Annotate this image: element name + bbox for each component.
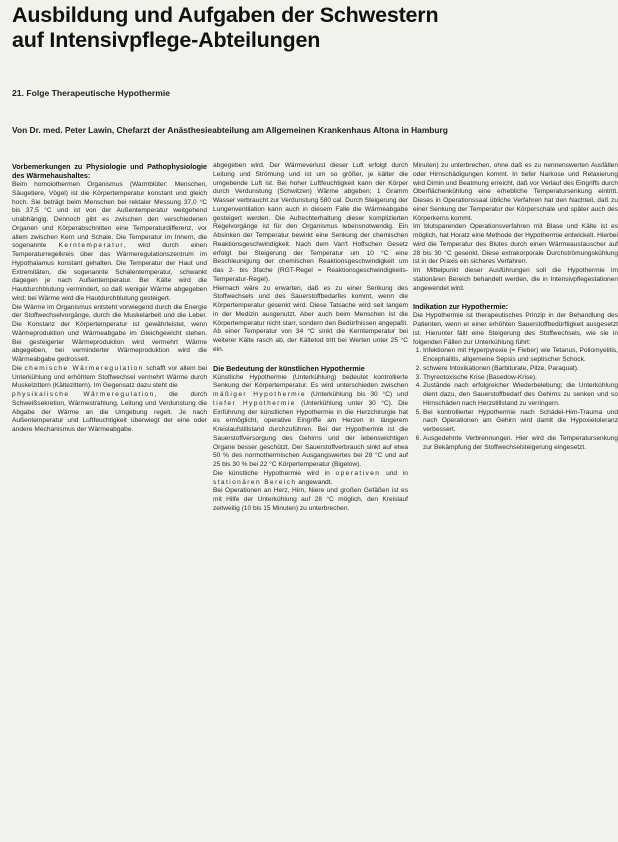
- paragraph: Im Mittelpunkt dieser Ausführungen soll die Hypothermie im stationären Bereich behandelt werden, die in Intensivpflegestationen angewendet wird.: [413, 267, 618, 292]
- paragraph: Die Hypothermie ist therapeutisches Prinzip in der Behandlung des Patienten, wenn er einer erhöhten Sauerstoffbedürftigkeit ausgesetzt ist. Hierunter fällt eine Steigerung des Stoffwechsels, wie sie in folgenden Fällen zur Unterkühlung führt:: [413, 312, 618, 346]
- title-line-1: Ausbildung und Aufgaben der Schwestern: [12, 3, 439, 27]
- list-item: 1. Infektionen mit Hyperpyrexie (= Fieber) wie Tetanus, Poliomyelitis, Encephalitis, allgemeine Sepsis und septischer Schock.: [423, 347, 618, 365]
- text: , wird durch einen Temperaturregelkreis über das Wärmeregulationszentrum im Hypothalamus konstant gehalten. Die Temperatur der Haut und Extremitäten, die sogenannte Schalentemperatur, schwankt dagegen je nach Außentemperatur. Bei Kälte wird die Hautdurchblutung vermindert, so daß weniger Wärme abgegeben wird; bei Wärme wird die Hautdurchblutung gesteigert.: [12, 242, 207, 302]
- paragraph: Die Wärme im Organismus entsteht vorwiegend durch die Energie der Stoffwechselvorgänge, durch die Muskelarbeit und die Leber. Die Konstanz der Körpertemperatur ist gewährleistet, wenn Wärmeproduktion und Wärmeabgabe im Gleichgewicht stehen. Bei gesteigerter Wärmeproduktion wird vermehrt Wärme abgegeben, bei verminderter Wärmeproduktion wird die Wärmeabgabe gedrosselt.: [12, 303, 207, 363]
- text: Die künstliche Hypothermie wird in: [213, 469, 330, 477]
- series-label: 21. Folge Therapeutische Hypothermie: [12, 88, 171, 98]
- text-column-1: [12, 162, 207, 838]
- text: und in: [386, 469, 408, 477]
- emphasized-term: operativen: [335, 469, 381, 477]
- list-item: 6. Ausgedehnte Verbrennungen. Hier wird die Temperatursenkung zur Bekämpfung der Stoffwechselsteigerung eingesetzt.: [423, 435, 618, 453]
- text: schafft vor allem bei Unterkühlung und erhöhtem Stoffwechsel vermehrt Wärme durch Muskelzittern (Kältezittern). Im Gegensatz dazu steht die: [12, 364, 207, 390]
- paragraph: abgegeben wird. Der Wärmeverlust dieser Luft erfolgt durch Leitung und Strömung und ist um so größer, je kälter die umgebende Luft ist. Bei hoher Luftfeuchtigkeit kann der Körper durch Verdunstung (Schwitzen) Wärme abgeben; 1 Gramm Wasser verbraucht zur Verdunstung 580 cal. Durch Steigerung der Lungenventilation kann auch in diesem Falle die Wärmeabgabe gesteigert werden. Die Aufrechterhaltung dieser komplizierten Regelvorgänge ist für den Organismus lebensnotwendig. Ein Absinken der Temperatur bewirkt eine Senkung der chemischen Reaktionsgeschwindigkeit. Nach dem Van't Hoffschen Gesetz erfolgt bei Steigerung der Temperatur um 10 °C eine Beschleunigung der chemischen Reaktionsgeschwindigkeit um das 2- bis 3fache (RGT-Regel = Reaktionsgeschwindigkeits-Temperatur-Regel).: [213, 162, 408, 283]
- section-heading-indication: Indikation zur Hypothermie:: [413, 302, 509, 312]
- title-line-2: auf Intensivpflege-Abteilungen: [12, 28, 321, 52]
- text: (Unterkühlung unter 30 °C). Die Einführung der künstlichen Hypothermie in die Herzchirurgie hat es ermöglicht, operative Eingriffe am Herzen in längerem Kreislaufstillstand durchzuführen. Bei der Hypothermie ist die Sauerstoffversorgung des Gehirns und der lebenswichtigen Organe besser geschützt. Der Sauerstoffverbrauch sinkt auf etwa 50 % des normothermischen Ausgangswertes bei 28 °C und auf 25 bis 30 % bei 22 °C Körpertemperatur (Bigelow).: [213, 399, 408, 468]
- article-title: [12, 3, 612, 53]
- emphasized-term: chemische Wärmeregulation: [24, 364, 144, 372]
- text: Künstliche Hypothermie (Unterkühlung) bedeutet kontrollierte Senkung der Körpertemperatur. Es wird unterschieden zwischen: [213, 373, 408, 390]
- list-item: 3. Thyreotoxische Krise (Basedow-Krise).: [423, 374, 618, 383]
- paragraph: [213, 470, 408, 488]
- paragraph: Minuten) zu unterbrechen, ohne daß es zu nennenswerten Ausfällen oder Hirnschädigungen kommt. In tiefer Narkose und Relaxierung wird Dimin und Beatmung erreicht, daß vor Verlauf des Eingriffs durch Oberflächenkühlung eine erhebliche Temperatursenkung eintritt. Dieses in Operationssaal übliche Verfahren hat den Nachteil, daß zu einer Senkung der Temperatur der Körperschale und später auch des Körperkerns kommt.: [413, 162, 618, 222]
- list-item: 2. schwere Intoxikationen (Barbiturate, Pilze, Paraquat).: [423, 365, 618, 374]
- paragraph: Hiernach wäre zu erwarten, daß es zu einer Senkung des Stoffwechsels und des Sauerstoffbedarfes kommt, wenn die Körpertemperatur gesenkt wird. Diese Tatsache wird seit langem in der Medizin ausgenutzt. Aber auch beim Menschen ist die Körpertemperatur nicht starr, sondern den Bedürfnissen angepaßt. Ab einer Temperatur von 34 °C sinkt die Kerntemperatur bei weiterer Kälte rasch ab, der Kältetod tritt bei Werten unter 25 °C ein.: [213, 284, 408, 353]
- emphasized-term: Kerntemperatur: [58, 242, 125, 250]
- paragraph: Die chemische Wärmeregulation schafft vor allem bei Unterkühlung und erhöhtem Stoffwechsel vermehrt Wärme durch Muskelzittern (Kältezittern). Im Gegensatz dazu steht die: [12, 364, 207, 390]
- text: , die durch Schweißsekretion, Wärmestrahlung, Leitung und Verdunstung die Abgabe der Wärme an die Umgebung regelt. Je nach Außentemperatur und Luftfeuchtigkeit überwiegt der eine oder andere Mechanismus der Wärmeabgabe.: [12, 391, 207, 433]
- text-column-2: [213, 162, 408, 838]
- emphasized-term: tiefer Hypothermie: [213, 399, 296, 407]
- text: Beim homoiothermen Organismus (Warmblüter: Menschen, Säugetiere, Vögel) ist die Körpertemperatur konstant und gleich hoch. Sie beträgt beim Menschen bei rektaler Messung 37,0 °C bis 37,5 °C und ist von der Außentemperatur weitgehend unabhängig. Dennoch gibt es zwischen den verschiedenen Organen und Körperabschnitten eine Temperaturdifferenz, vor allem zwischen Kern und Schale. Die Temperatur im Innern, die sogenannte: [12, 181, 207, 250]
- paragraph: [213, 374, 408, 470]
- text-column-3: [413, 162, 618, 838]
- list-item: 4. Zustände nach erfolgreicher Wiederbelebung; die Unterkühlung dient dazu, den Sauerstoffbedarf des Gehirns zu senken und so Hirnschäden nach Herzstillstand zu verringern.: [423, 382, 618, 408]
- text: (Unterkühlung bis 30 °C) und: [310, 391, 408, 398]
- list-item: 5. Bei kontrollierter Hypothermie nach Schädel-Hirn-Trauma und nach Operationen am Gehirn wird damit die Hypoxietoleranz verbessert.: [423, 409, 618, 435]
- paragraph: Im blutsparenden Operationsverfahren mit Blase und Kälte ist es möglich, hat Horatz eine Methode der Hypothermie entwickelt. Hierbei wird die Temperatur des Blutes durch einen Wärmeaustauscher auf 28 bis 30 °C gesenkt. Diese extrakorporale Durchströmungskühlung ist in der Praxis ein sicheres Verfahren.: [413, 223, 618, 266]
- author-byline: Von Dr. med. Peter Lawin, Chefarzt der Anästhesieabteilung am Allgemeinen Krankenhaus Altona in Hamburg: [12, 125, 448, 135]
- emphasized-term: stationären Bereich: [213, 478, 297, 486]
- paragraph: [12, 181, 207, 304]
- emphasized-term: physikalische Wärmeregulation: [12, 391, 155, 398]
- emphasized-term: mäßiger Hypothermie: [213, 391, 307, 398]
- indication-list: [413, 347, 618, 452]
- paragraph: [12, 391, 207, 435]
- text: angewandt.: [298, 478, 333, 486]
- section-heading-physiology: Vorbemerkungen zu Physiologie und Pathophysiologie des Wärmehaushaltes:: [12, 162, 207, 180]
- section-heading-significance: Die Bedeutung der künstlichen Hypothermie: [213, 363, 365, 373]
- paragraph: Bei Operationen an Herz, Hirn, Niere und großen Gefäßen ist es mit Hilfe der Unterkühlung auf 28 °C möglich, den Kreislauf zeitweilig (10 bis 15 Minuten) zu unterbrechen.: [213, 487, 408, 512]
